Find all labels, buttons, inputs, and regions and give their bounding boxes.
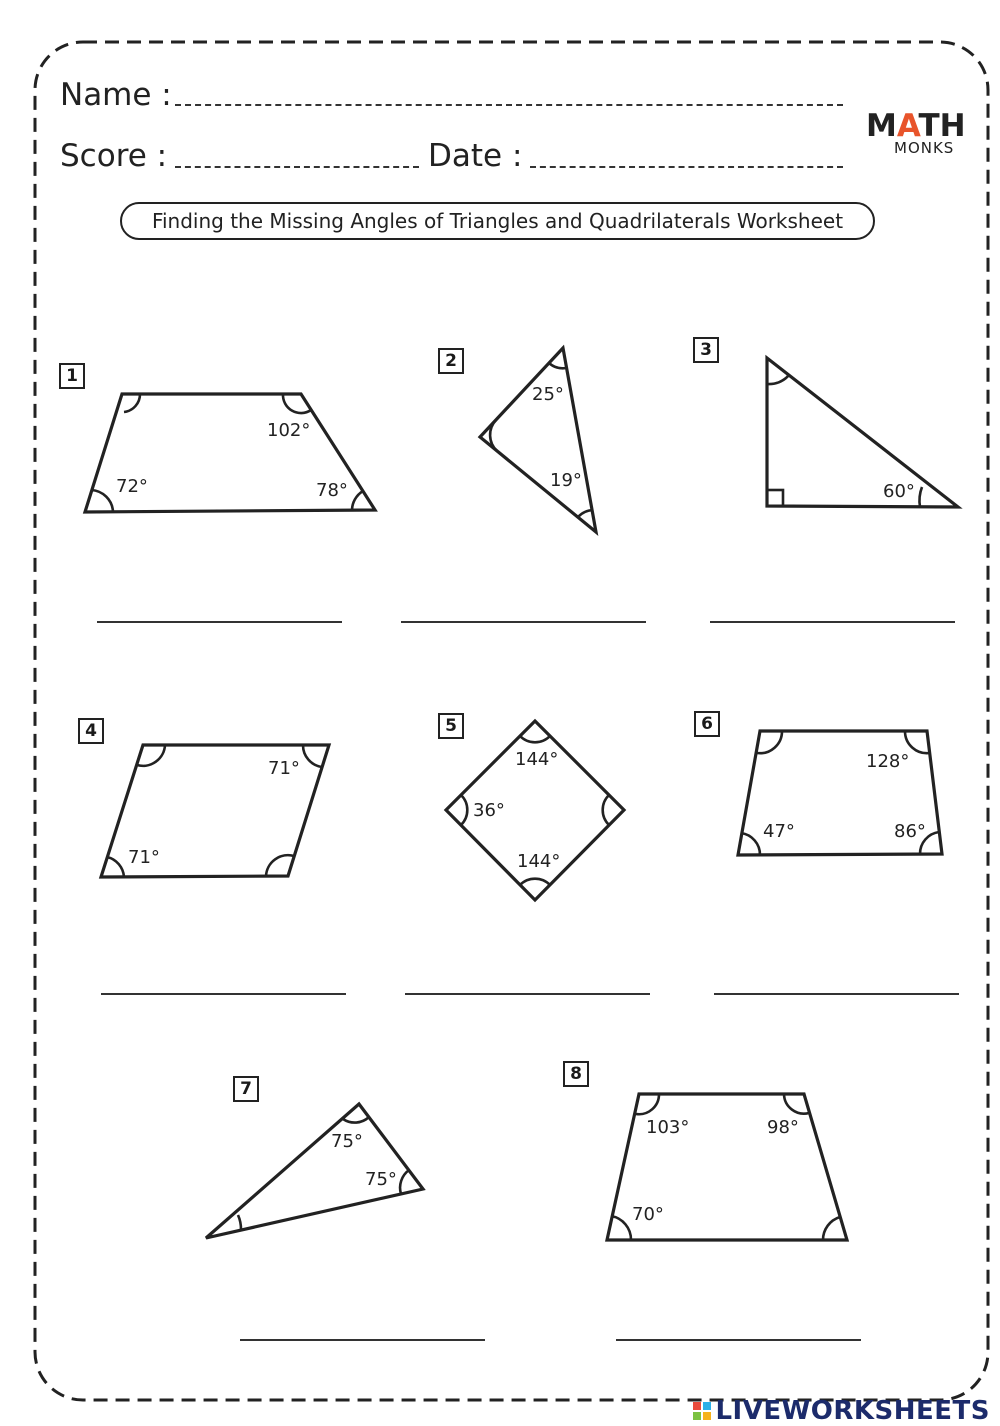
answer-line-4[interactable]: [101, 993, 346, 995]
logo-triangle-a: A: [896, 108, 919, 144]
score-label: Score :: [60, 138, 168, 174]
problem-7-angle-arc-left: [238, 1215, 241, 1230]
problem-2-angle-arc-top: [549, 363, 566, 368]
problem-5-angle-label-left: 36°: [473, 800, 505, 821]
problem-number-8: 8: [563, 1061, 589, 1087]
problem-2-angle-label-bottom: 19°: [550, 470, 582, 491]
problem-6-angle-label-top-right: 128°: [866, 751, 910, 772]
answer-line-3[interactable]: [710, 621, 955, 623]
logo-letters-th: TH: [918, 108, 966, 144]
problem-7-angle-label-top: 75°: [331, 1131, 363, 1152]
problem-8-angle-label-top-left: 103°: [646, 1117, 690, 1138]
problem-number-3: 3: [693, 337, 719, 363]
problem-7-angle-arc-right: [400, 1170, 409, 1194]
problem-5-angle-arc-right: [603, 795, 609, 825]
problem-5-angle-arc-left: [461, 795, 467, 825]
problem-2-triangle: [480, 348, 596, 532]
problem-3-angle-arc-right: [919, 487, 922, 507]
problem-number-2: 2: [438, 348, 464, 374]
problem-number-6: 6: [694, 711, 720, 737]
problem-4-angle-arc-bottom-left: [107, 857, 124, 877]
problem-8-angle-label-top-right: 98°: [767, 1117, 799, 1138]
problem-1-angle-label-bottom-right: 78°: [316, 480, 348, 501]
problem-6-angle-arc-bottom-left: [741, 833, 760, 855]
problem-4-angle-label-bottom-left: 71°: [128, 847, 160, 868]
problem-8-angle-label-bottom-left: 70°: [632, 1204, 664, 1225]
problem-1-angle-arc-bottom-right: [352, 491, 363, 511]
problem-7-angle-arc-top: [343, 1117, 369, 1123]
problem-number-7: 7: [233, 1076, 259, 1102]
liveworksheets-logo-icon: [693, 1402, 711, 1420]
problem-1-angle-label-bottom-left: 72°: [116, 476, 148, 497]
problem-4-angle-arc-top-right: [303, 745, 322, 767]
problem-3-right-angle-mark: [767, 490, 783, 506]
logo-letter-m: M: [866, 108, 897, 144]
problem-number-1: 1: [59, 363, 85, 389]
problem-6-angle-label-bottom-left: 47°: [763, 821, 795, 842]
problem-1-angle-arc-bottom-left: [91, 490, 113, 512]
date-label: Date :: [428, 138, 523, 174]
problem-5-angle-arc-top: [520, 736, 550, 742]
problem-6-angle-label-bottom-right: 86°: [894, 821, 926, 842]
answer-line-6[interactable]: [714, 993, 959, 995]
problem-2-angle-label-top: 25°: [532, 384, 564, 405]
problem-8-angle-arc-bottom-left: [611, 1216, 631, 1240]
problem-5-angle-label-top: 144°: [515, 749, 559, 770]
liveworksheets-watermark: [693, 1396, 990, 1426]
problem-2-angle-arc-bottom: [578, 510, 593, 517]
name-label: Name :: [60, 77, 172, 113]
problem-8-angle-arc-bottom-right: [823, 1217, 840, 1240]
logo-subtitle: MONKS: [894, 139, 955, 157]
problem-3-angle-arc-top: [767, 375, 789, 384]
liveworksheets-brand-text: LIVEWORKSHEETS: [715, 1396, 990, 1426]
problem-3-triangle: [767, 358, 958, 507]
problem-number-5: 5: [438, 713, 464, 739]
answer-line-2[interactable]: [401, 621, 646, 623]
problem-5-angle-label-bottom: 144°: [517, 851, 561, 872]
problem-5-angle-arc-bottom: [520, 879, 550, 885]
worksheet-title-text: Finding the Missing Angles of Triangles and Quadrilaterals Worksheet: [151, 209, 844, 233]
answer-line-7[interactable]: [240, 1339, 485, 1341]
problem-1-angle-label-top-right: 102°: [267, 420, 311, 441]
problem-3-angle-label-right: 60°: [883, 481, 915, 502]
answer-line-5[interactable]: [405, 993, 650, 995]
answer-line-8[interactable]: [616, 1339, 861, 1341]
problem-1-angle-arc-top-left: [124, 394, 140, 412]
answer-line-1[interactable]: [97, 621, 342, 623]
problem-4-angle-label-top-right: 71°: [268, 758, 300, 779]
problem-7-angle-label-right: 75°: [365, 1169, 397, 1190]
problem-number-4: 4: [78, 718, 104, 744]
